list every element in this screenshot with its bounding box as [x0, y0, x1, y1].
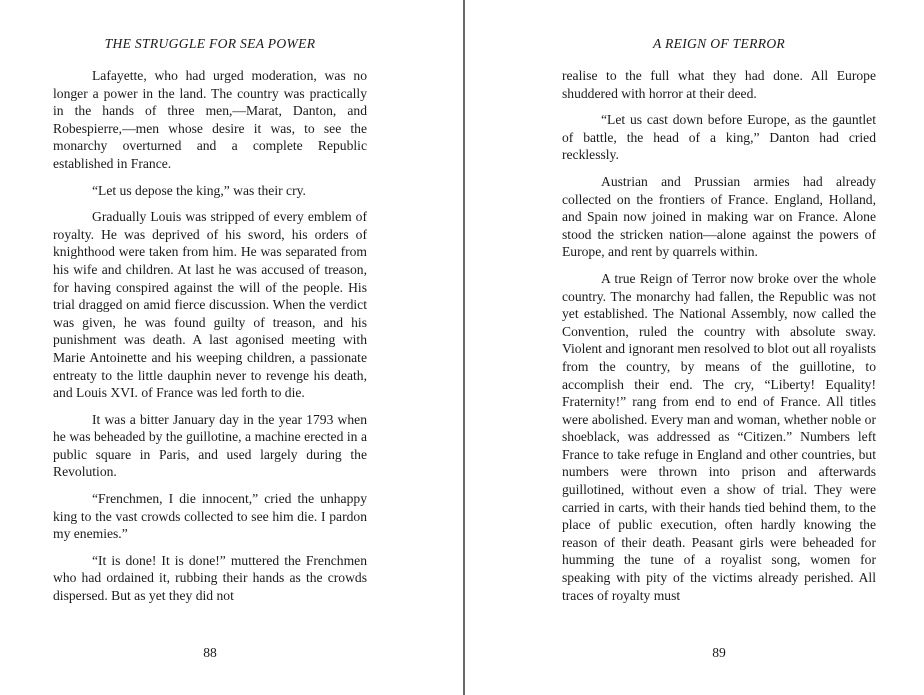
page-number-left: 88	[203, 645, 217, 660]
paragraph: “Frenchmen, I die innocent,” cried the unhappy king to the vast crowds collected to see him die. I pardon my enemies.”	[53, 491, 367, 542]
paragraph: Gradually Louis was stripped of every emblem of royalty. He was deprived of his sword, his orders of knighthood were taken from him. He was separated from his wife and children. At last he was accused of treason, for having conspired against the will of the people. His trial dragged on amid fierce discussion. When the verdict was given, he was found guilty of treason, and his punishment was death. A last agonised meeting with Marie Antoinette and his weeping children, a passionate entreaty to the little dauphin never to revenge his death, and Louis XVI. of France was led forth to die.	[53, 209, 367, 401]
paragraph: Lafayette, who had urged moderation, was no longer a power in the land. The country was practically in the hands of three men,—Marat, Danton, and Robespierre,—men whose desire it was, to see the monarchy overturned and a complete Republic established in France.	[53, 68, 367, 171]
paragraph: “Let us cast down before Europe, as the gauntlet of battle, the head of a king,” Danton had cried recklessly.	[562, 112, 876, 163]
paragraph: “It is done! It is done!” muttered the Frenchmen who had ordained it, rubbing their hands as the crowds dispersed. But as yet they did not	[53, 552, 367, 604]
continuation-paragraph: realise to the full what they had done. All Europe shuddered with horror at their deed.	[562, 68, 876, 101]
paragraph: A true Reign of Terror now broke over the whole country. The monarchy had fallen, the Republic was not yet established. The National Assembly, now called the Convention, ruled the country with absolute sway. Violent and ignorant men resolved to blot out all royalists from the country, by means of the guillotine, to accomplish their end. The cry, “Liberty! Equality! Fraternity!” rang from end to end of France. All titles were abolished. Every man and woman, whether noble or shoeblack, was addressed as “Citizen.” Numbers left France to take refuge in England and other countries, but numbers were thrown into prison and afterwards guillotined, without even a show of trial. They were carried in carts, with their hands tied behind them, to the place of public execution, often hardly knowing the reason of their death. Peasant girls were beheaded for humming the tune of a royalist song, women for speaking with pity of the victims already perished. All traces of royalty must	[562, 270, 876, 603]
running-head-right: A REIGN OF TERROR	[652, 36, 786, 51]
paragraph: “Let us depose the king,” was their cry.	[92, 182, 306, 198]
page-number-right: 89	[712, 645, 726, 660]
paragraph: Austrian and Prussian armies had already collected on the frontiers of France. England, Holland, and Spain now joined in making war on France. Alone stood the stricken nation—alone against the powers of Europe, and rent by quarrels within.	[562, 173, 876, 260]
body-text-right	[562, 67, 876, 613]
right-page	[466, 0, 924, 695]
book-spine-divider	[463, 0, 465, 695]
running-head-left: THE STRUGGLE FOR SEA POWER	[104, 36, 316, 51]
paragraph: It was a bitter January day in the year 1793 when he was beheaded by the guillotine, a machine erected in a public square in Paris, and used largely during the Revolution.	[53, 411, 367, 480]
body-text-left	[53, 67, 367, 614]
